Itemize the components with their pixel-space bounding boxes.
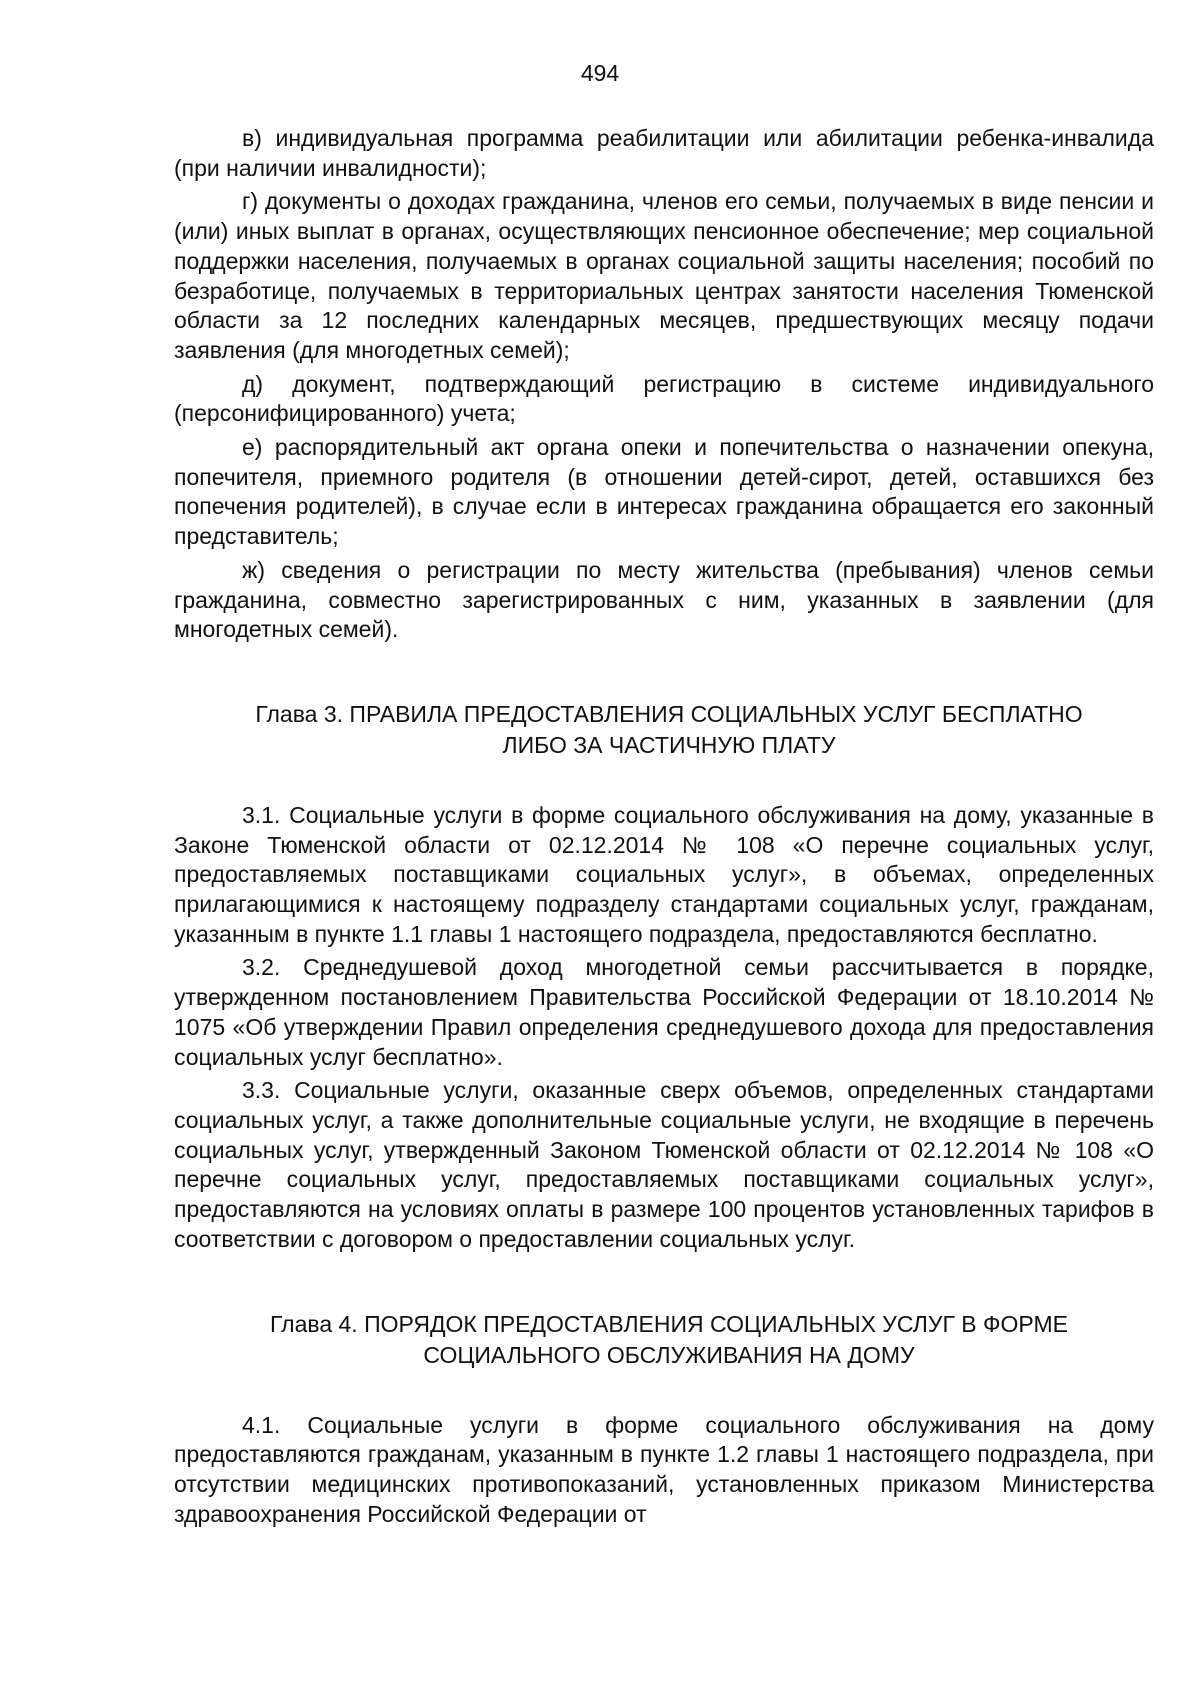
paragraph-v: в) индивидуальная программа реабилитации или абилитации ребенка-инвалида (при наличии инвалидности); — [174, 125, 1154, 181]
paragraph-4-1: 4.1. Социальные услуги в форме социального обслуживания на дому предоставляются гражданам, указанным в пункте 1.2 главы 1 настоящего подраздела, при отсутствии медицинских противопоказаний, установленных приказом Министерства здравоохранения Российской Федерации от — [174, 1411, 1154, 1527]
paragraph-3-3: 3.3. Социальные услуги, оказанные сверх объемов, определенных стандартами социальных услуг, а также дополнительные социальные услуги, не входящие в перечень социальных услуг, утвержденный Законом Тюменской области от 02.12.2014 № 108 «О перечне социальных услуг, предоставляемых поставщиками социальных услуг», предоставляются на условиях оплаты в размере 100 процентов установленных тарифов в соответствии с договором о предоставлении социальных услуг. — [174, 1077, 1154, 1252]
chapter-4-heading-line-2: СОЦИАЛЬНОГО ОБСЛУЖИВАНИЯ НА ДОМУ — [423, 1341, 915, 1368]
chapter-4-heading-line-1: Глава 4. ПОРЯДОК ПРЕДОСТАВЛЕНИЯ СОЦИАЛЬНЫХ УСЛУГ В ФОРМЕ — [270, 1310, 1068, 1337]
page-number: 494 — [580, 60, 620, 86]
chapter-3-heading-line-1: Глава 3. ПРАВИЛА ПРЕДОСТАВЛЕНИЯ СОЦИАЛЬНЫХ УСЛУГ БЕСПЛАТНО — [255, 700, 1083, 727]
chapter-3-heading-line-2: ЛИБО ЗА ЧАСТИЧНУЮ ПЛАТУ — [502, 731, 836, 758]
paragraph-g: г) документы о доходах гражданина, членов его семьи, получаемых в виде пенсии и (или) иных выплат в органах, осуществляющих пенсионное обеспечение; мер социальной поддержки населения, получаемых в органах социальной защиты населения; пособий по безработице, получаемых в территориальных центрах занятости населения Тюменской области за 12 последних календарных месяцев, предшествующих месяцу подачи заявления (для многодетных семей); — [174, 188, 1154, 363]
paragraph-e: е) распорядительный акт органа опеки и попечительства о назначении опекуна, попечителя, приемного родителя (в отношении детей-сирот, детей, оставшихся без попечения родителей), в случае если в интересах гражданина обращается его законный представитель; — [174, 434, 1154, 550]
spacer — [174, 1371, 1154, 1411]
spacer — [174, 761, 1154, 801]
paragraph-3-1: 3.1. Социальные услуги в форме социального обслуживания на дому, указанные в Законе Тюменской области от 02.12.2014 № 108 «О перечне социальных услуг, предоставляемых поставщиками социальных услуг», в объемах, определенных прилагающимися к настоящему подразделу стандартами социальных услуг, гражданам, указанным в пункте 1.1 главы 1 настоящего подраздела, предоставляются бесплатно. — [174, 801, 1154, 947]
spacer — [174, 1259, 1154, 1309]
paragraph-3-2: 3.2. Среднедушевой доход многодетной семьи рассчитывается в порядке, утвержденном постановлением Правительства Российской Федерации от 18.10.2014 № 1075 «Об утверждении Правил определения среднедушевого дохода для предоставления социальных услуг бесплатно». — [174, 954, 1154, 1070]
spacer — [174, 649, 1154, 699]
chapter-3-heading — [174, 699, 1154, 761]
paragraph-d: д) документ, подтверждающий регистрацию в системе индивидуального (персонифицированного) учета; — [174, 370, 1154, 427]
paragraph-zh: ж) сведения о регистрации по месту жительства (пребывания) членов семьи гражданина, совместно зарегистрированных с ним, указанных в заявлении (для многодетных семей). — [174, 556, 1154, 643]
chapter-4-heading — [174, 1309, 1154, 1371]
